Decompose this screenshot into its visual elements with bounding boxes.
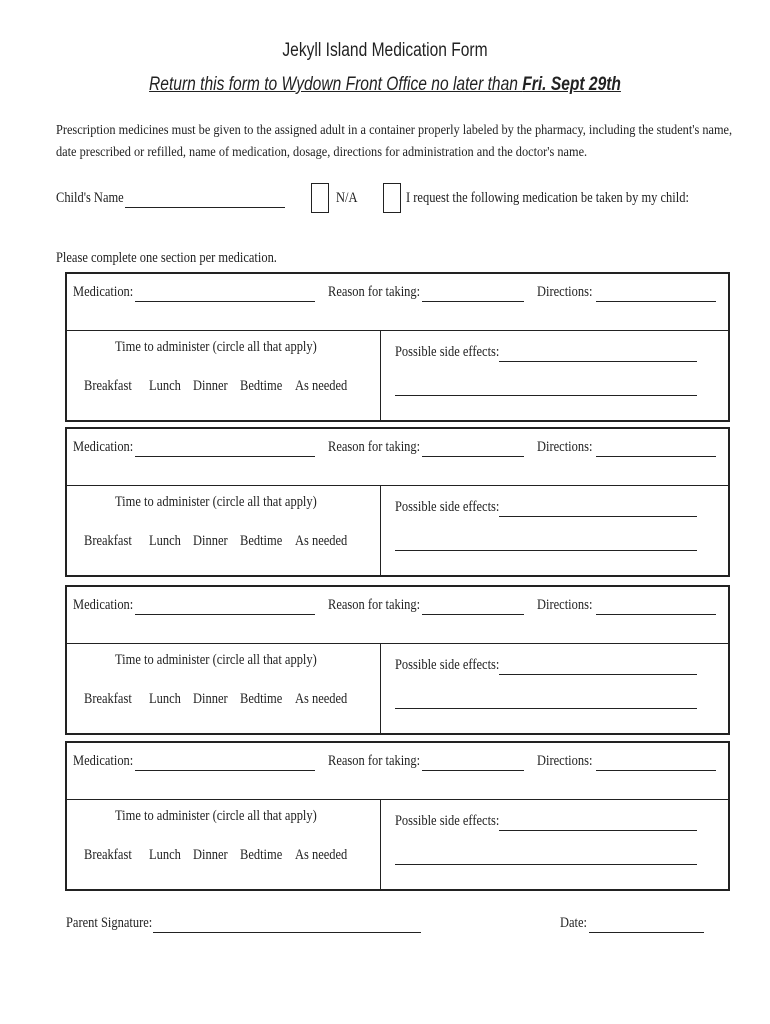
- directions-label: Directions:: [537, 753, 593, 769]
- date-field[interactable]: [589, 932, 704, 933]
- medication-field[interactable]: [135, 301, 315, 302]
- directions-field[interactable]: [596, 301, 716, 302]
- directions-field[interactable]: [596, 770, 716, 771]
- time-bedtime[interactable]: Bedtime: [240, 533, 283, 549]
- subtitle-prefix: Return this form to Wydown Front Office no later than: [149, 74, 523, 95]
- side-effects-label: Possible side effects:: [395, 657, 500, 673]
- medication-label: Medication:: [73, 753, 134, 769]
- section-divider: [67, 485, 728, 486]
- side-effects-field-1[interactable]: [499, 674, 697, 675]
- reason-label: Reason for taking:: [328, 439, 421, 455]
- side-effects-label: Possible side effects:: [395, 344, 500, 360]
- medication-label: Medication:: [73, 597, 134, 613]
- side-effects-field-1[interactable]: [499, 516, 697, 517]
- time-dinner[interactable]: Dinner: [193, 691, 228, 707]
- child-name-field[interactable]: [125, 207, 285, 208]
- side-effects-field-2[interactable]: [395, 395, 697, 396]
- side-effects-field-2[interactable]: [395, 708, 697, 709]
- child-name-label: Child's Name: [56, 190, 124, 206]
- side-effects-field-2[interactable]: [395, 550, 697, 551]
- reason-field[interactable]: [422, 614, 524, 615]
- time-heading: Time to administer (circle all that apply): [115, 652, 317, 668]
- time-as-needed[interactable]: As needed: [295, 691, 348, 707]
- side-effects-field-2[interactable]: [395, 864, 697, 865]
- reason-field[interactable]: [422, 770, 524, 771]
- na-label: N/A: [336, 190, 358, 206]
- time-bedtime[interactable]: Bedtime: [240, 847, 283, 863]
- date-label: Date:: [560, 915, 588, 931]
- medication-field[interactable]: [135, 456, 315, 457]
- section-divider: [67, 799, 728, 800]
- directions-field[interactable]: [596, 456, 716, 457]
- medication-section: [65, 427, 730, 577]
- section-column-divider: [380, 330, 381, 420]
- time-heading: Time to administer (circle all that apply): [115, 339, 317, 355]
- form-subtitle: [69, 74, 700, 96]
- time-bedtime[interactable]: Bedtime: [240, 691, 283, 707]
- time-breakfast[interactable]: Breakfast: [84, 847, 132, 863]
- time-heading: Time to administer (circle all that apply): [115, 494, 317, 510]
- time-dinner[interactable]: Dinner: [193, 378, 228, 394]
- medication-label: Medication:: [73, 439, 134, 455]
- subtitle-deadline: Fri. Sept 29th: [522, 74, 621, 95]
- reason-label: Reason for taking:: [328, 597, 421, 613]
- na-checkbox[interactable]: [311, 183, 329, 213]
- reason-field[interactable]: [422, 301, 524, 302]
- medication-field[interactable]: [135, 614, 315, 615]
- parent-signature-field[interactable]: [153, 932, 421, 933]
- time-lunch[interactable]: Lunch: [149, 847, 181, 863]
- parent-signature-label: Parent Signature:: [66, 915, 153, 931]
- time-bedtime[interactable]: Bedtime: [240, 378, 283, 394]
- reason-field[interactable]: [422, 456, 524, 457]
- time-as-needed[interactable]: As needed: [295, 847, 348, 863]
- directions-label: Directions:: [537, 284, 593, 300]
- time-lunch[interactable]: Lunch: [149, 533, 181, 549]
- medication-field[interactable]: [135, 770, 315, 771]
- side-effects-label: Possible side effects:: [395, 813, 500, 829]
- request-label: I request the following medication be taken by my child:: [406, 190, 689, 206]
- time-breakfast[interactable]: Breakfast: [84, 378, 132, 394]
- medication-section: [65, 585, 730, 735]
- medication-label: Medication:: [73, 284, 134, 300]
- section-divider: [67, 330, 728, 331]
- section-column-divider: [380, 799, 381, 889]
- time-lunch[interactable]: Lunch: [149, 691, 181, 707]
- time-as-needed[interactable]: As needed: [295, 378, 348, 394]
- instructions-paragraph: Prescription medicines must be given to the assigned adult in a container properly labeled by the pharmacy, including the student's name, date prescribed or refilled, name of medication, dosage, directions for administration and the doctor's name.: [56, 123, 733, 160]
- section-column-divider: [380, 643, 381, 733]
- side-effects-field-1[interactable]: [499, 361, 697, 362]
- side-effects-label: Possible side effects:: [395, 499, 500, 515]
- directions-field[interactable]: [596, 614, 716, 615]
- time-breakfast[interactable]: Breakfast: [84, 691, 132, 707]
- reason-label: Reason for taking:: [328, 284, 421, 300]
- medication-section: [65, 272, 730, 422]
- directions-label: Directions:: [537, 439, 593, 455]
- side-effects-field-1[interactable]: [499, 830, 697, 831]
- time-dinner[interactable]: Dinner: [193, 533, 228, 549]
- reason-label: Reason for taking:: [328, 753, 421, 769]
- time-lunch[interactable]: Lunch: [149, 378, 181, 394]
- time-heading: Time to administer (circle all that apply): [115, 808, 317, 824]
- section-note: Please complete one section per medication.: [56, 250, 277, 266]
- form-title: Jekyll Island Medication Form: [282, 40, 488, 61]
- request-checkbox[interactable]: [383, 183, 401, 213]
- time-breakfast[interactable]: Breakfast: [84, 533, 132, 549]
- medication-section: [65, 741, 730, 891]
- time-dinner[interactable]: Dinner: [193, 847, 228, 863]
- directions-label: Directions:: [537, 597, 593, 613]
- section-column-divider: [380, 485, 381, 575]
- time-as-needed[interactable]: As needed: [295, 533, 348, 549]
- section-divider: [67, 643, 728, 644]
